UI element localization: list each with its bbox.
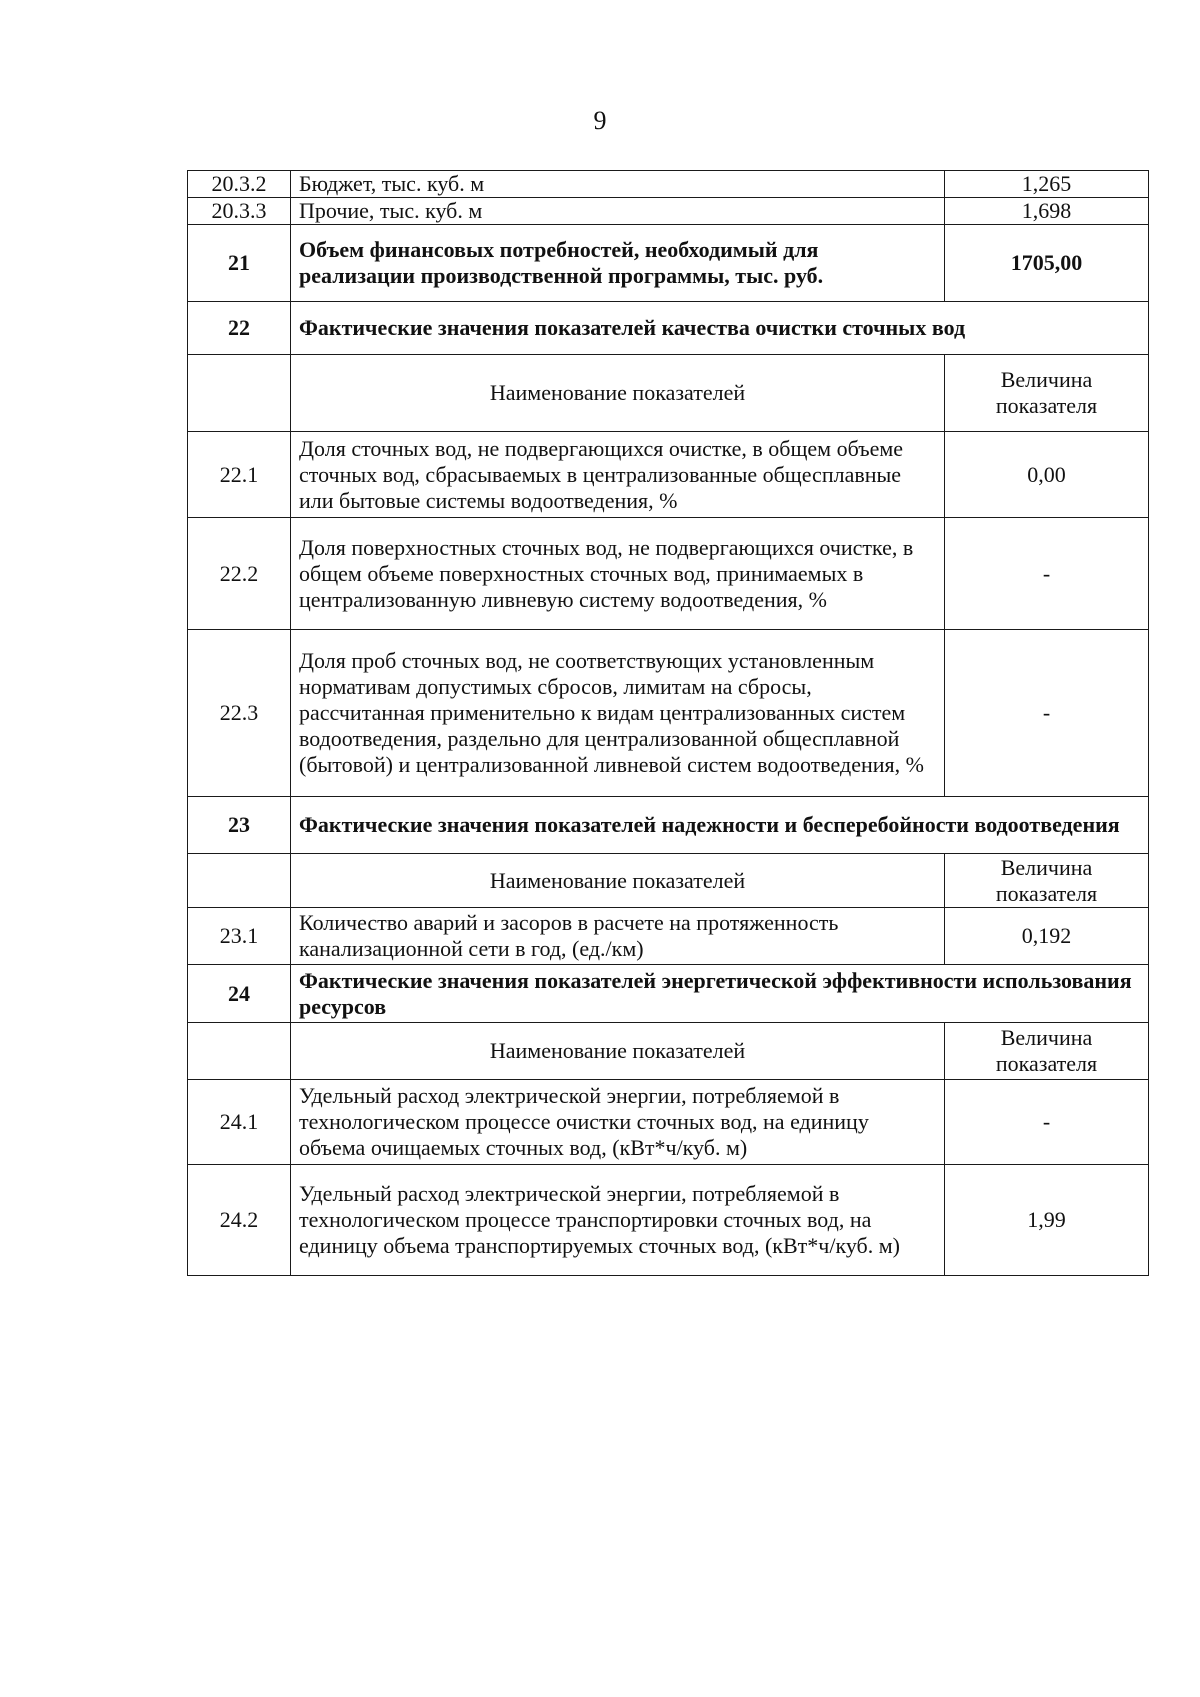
- row-name: Удельный расход электрической энергии, потребляемой в технологическом процессе транспортировки сточных вод, на единицу объема транспортируемых сточных вод, (кВт*ч/куб. м): [291, 1165, 945, 1276]
- header-name: Наименование показателей: [291, 854, 945, 908]
- row-number: 24.2: [188, 1165, 291, 1276]
- section-title: Фактические значения показателей энергетической эффективности использования ресурсов: [291, 965, 1149, 1023]
- header-name: Наименование показателей: [291, 1023, 945, 1080]
- row-number: 22.3: [188, 630, 291, 797]
- column-header-row: [188, 854, 1149, 908]
- row-number: 20.3.3: [188, 198, 291, 225]
- row-name: Доля поверхностных сточных вод, не подвергающихся очистке, в общем объеме поверхностных сточных вод, принимаемых в централизованную ливневую систему водоотведения, %: [291, 518, 945, 630]
- row-value: -: [945, 630, 1149, 797]
- row-value: -: [945, 1080, 1149, 1165]
- row-name: Удельный расход электрической энергии, потребляемой в технологическом процессе очистки сточных вод, на единицу объема очищаемых сточных вод, (кВт*ч/куб. м): [291, 1080, 945, 1165]
- row-value: 0,192: [945, 908, 1149, 965]
- section-row: [188, 797, 1149, 854]
- table-row: [188, 518, 1149, 630]
- table-row: [188, 1165, 1149, 1276]
- table-row: [188, 171, 1149, 198]
- table-row: [188, 1080, 1149, 1165]
- table-row: [188, 198, 1149, 225]
- header-empty-cell: [188, 1023, 291, 1080]
- row-value: -: [945, 518, 1149, 630]
- row-value: 1,99: [945, 1165, 1149, 1276]
- column-header-row: [188, 1023, 1149, 1080]
- header-empty-cell: [188, 355, 291, 432]
- column-header-row: [188, 355, 1149, 432]
- table-row: [188, 908, 1149, 965]
- header-value: Величина показателя: [945, 1023, 1149, 1080]
- section-row: [188, 225, 1149, 302]
- row-number: 22.2: [188, 518, 291, 630]
- indicators-table: [187, 170, 1149, 1276]
- row-number: 20.3.2: [188, 171, 291, 198]
- row-name: Прочие, тыс. куб. м: [291, 198, 945, 225]
- header-empty-cell: [188, 854, 291, 908]
- section-row: [188, 965, 1149, 1023]
- header-value: Величина показателя: [945, 355, 1149, 432]
- header-name: Наименование показателей: [291, 355, 945, 432]
- row-number: 22.1: [188, 432, 291, 518]
- row-name: Доля сточных вод, не подвергающихся очистке, в общем объеме сточных вод, сбрасываемых в централизованные общесплавные или бытовые системы водоотведения, %: [291, 432, 945, 518]
- row-name: Доля проб сточных вод, не соответствующих установленным нормативам допустимых сбросов, лимитам на сбросы, рассчитанная применительно к видам централизованных систем водоотведения, раздельно для централизованной общесплавной (бытовой) и централизованной ливневой систем водоотведения, %: [291, 630, 945, 797]
- section-value: 1705,00: [945, 225, 1149, 302]
- section-number: 23: [188, 797, 291, 854]
- table-row: [188, 432, 1149, 518]
- section-number: 22: [188, 302, 291, 355]
- page-number: 9: [593, 106, 607, 135]
- row-value: 1,265: [945, 171, 1149, 198]
- row-value: 0,00: [945, 432, 1149, 518]
- section-title: Фактические значения показателей качества очистки сточных вод: [291, 302, 1149, 355]
- section-number: 24: [188, 965, 291, 1023]
- row-name: Количество аварий и засоров в расчете на протяженность канализационной сети в год, (ед./км): [291, 908, 945, 965]
- row-value: 1,698: [945, 198, 1149, 225]
- row-number: 23.1: [188, 908, 291, 965]
- row-number: 24.1: [188, 1080, 291, 1165]
- section-row: [188, 302, 1149, 355]
- section-number: 21: [188, 225, 291, 302]
- table-row: [188, 630, 1149, 797]
- header-value: Величина показателя: [945, 854, 1149, 908]
- section-title: Фактические значения показателей надежности и бесперебойности водоотведения: [291, 797, 1149, 854]
- section-title: Объем финансовых потребностей, необходимый для реализации производственной программы, тыс. руб.: [291, 225, 945, 302]
- row-name: Бюджет, тыс. куб. м: [291, 171, 945, 198]
